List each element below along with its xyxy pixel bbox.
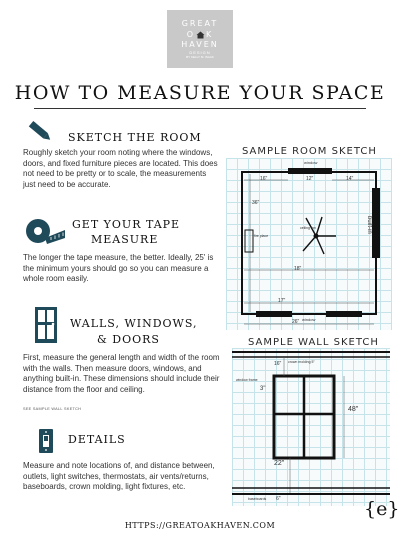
- room-dim-bottom: 17": [278, 298, 286, 304]
- room-label-builtin: built-in: [366, 216, 372, 234]
- section-heading-sketch: SKETCH THE ROOM: [68, 131, 202, 144]
- room-label-ceiling-fan: ceiling fan: [300, 226, 316, 230]
- logo-letter-o: O: [186, 30, 196, 39]
- logo-letter-k: K: [206, 30, 214, 39]
- section-heading-walls-1: WALLS, WINDOWS,: [70, 317, 198, 330]
- section-heading-tape-1: GET YOUR TAPE: [72, 218, 181, 231]
- room-label-fireplace: fire place: [254, 234, 269, 238]
- room-dim-top-left: 16": [260, 176, 268, 182]
- website-url[interactable]: HTTPS://GREATOAKHAVEN.COM: [124, 521, 276, 530]
- wall-label-height: 48": [348, 406, 359, 413]
- room-dim-bottom-right: 26": [292, 319, 300, 325]
- logo-line-5: BY KELLY M. ISAAK: [186, 55, 214, 59]
- wall-label-baseboards: baseboards: [248, 497, 267, 501]
- section-heading-walls-2: & DOORS: [97, 333, 160, 346]
- wall-label-frame-width: 3": [260, 386, 266, 392]
- door-icon: [34, 306, 58, 344]
- section-text-details: Measure and note locations of, and distance between, outlets, light switches, thermostats, air vents/returns, baseboards, crown molding, light fixtures, etc.: [23, 461, 215, 492]
- wall-sketch: [232, 348, 390, 506]
- section-text-walls: First, measure the general length and width of the room with the walls. Then measure doors, windows, and anything built-in. These dimensions should include their distance from the floor and ceiling.: [23, 353, 220, 394]
- room-label-window-top: window: [304, 160, 318, 165]
- logo-line-1: GREAT: [181, 19, 219, 28]
- wall-label-crown-molding: crown molding 5": [288, 360, 315, 364]
- section-text-tape: The longer the tape measure, the better. Ideally, 25' is the minimum yours should go so you can measure a whole room easily.: [23, 253, 214, 284]
- see-wall-sketch-note: SEE SAMPLE WALL SKETCH: [23, 407, 82, 411]
- brand-mark: {e}: [364, 498, 400, 520]
- section-heading-tape-2: MEASURE: [91, 233, 159, 246]
- page-title: HOW TO MEASURE YOUR SPACE: [14, 82, 386, 104]
- room-sketch-title: SAMPLE ROOM SKETCH: [242, 146, 377, 157]
- room-sketch: [226, 158, 392, 330]
- logo-line-2: [187, 29, 214, 40]
- room-dim-top-mid: 12": [306, 176, 314, 182]
- section-heading-details: DETAILS: [68, 433, 126, 446]
- room-label-window-bottom: window: [302, 317, 316, 322]
- wall-label-window-frame: window frame: [236, 378, 258, 382]
- tape-measure-icon: [25, 216, 67, 246]
- logo-line-4: DESIGN: [189, 50, 211, 55]
- title-underline: [34, 108, 366, 109]
- light-switch-icon: [38, 428, 54, 454]
- wall-label-top-gap: 16": [274, 361, 282, 367]
- room-dim-top-right: 14": [346, 176, 354, 182]
- logo-line-3: HAVEN: [181, 40, 219, 49]
- brand-logo: [167, 10, 233, 68]
- wall-label-floor-gap: 22": [274, 460, 285, 467]
- section-text-sketch: Roughly sketch your room noting where the windows, doors, and fixed furniture pieces are located. This does not need to be pretty or to scale, the measurements just need to be accurate.: [23, 148, 218, 189]
- pencil-icon: [28, 120, 54, 144]
- ceiling-fan-icon: [303, 217, 336, 254]
- room-dim-mid: 18": [294, 266, 302, 272]
- wall-label-baseboard-height: 6": [276, 496, 281, 502]
- house-icon: [196, 31, 205, 39]
- room-dim-left: 36": [252, 200, 260, 206]
- wall-sketch-title: SAMPLE WALL SKETCH: [248, 337, 379, 348]
